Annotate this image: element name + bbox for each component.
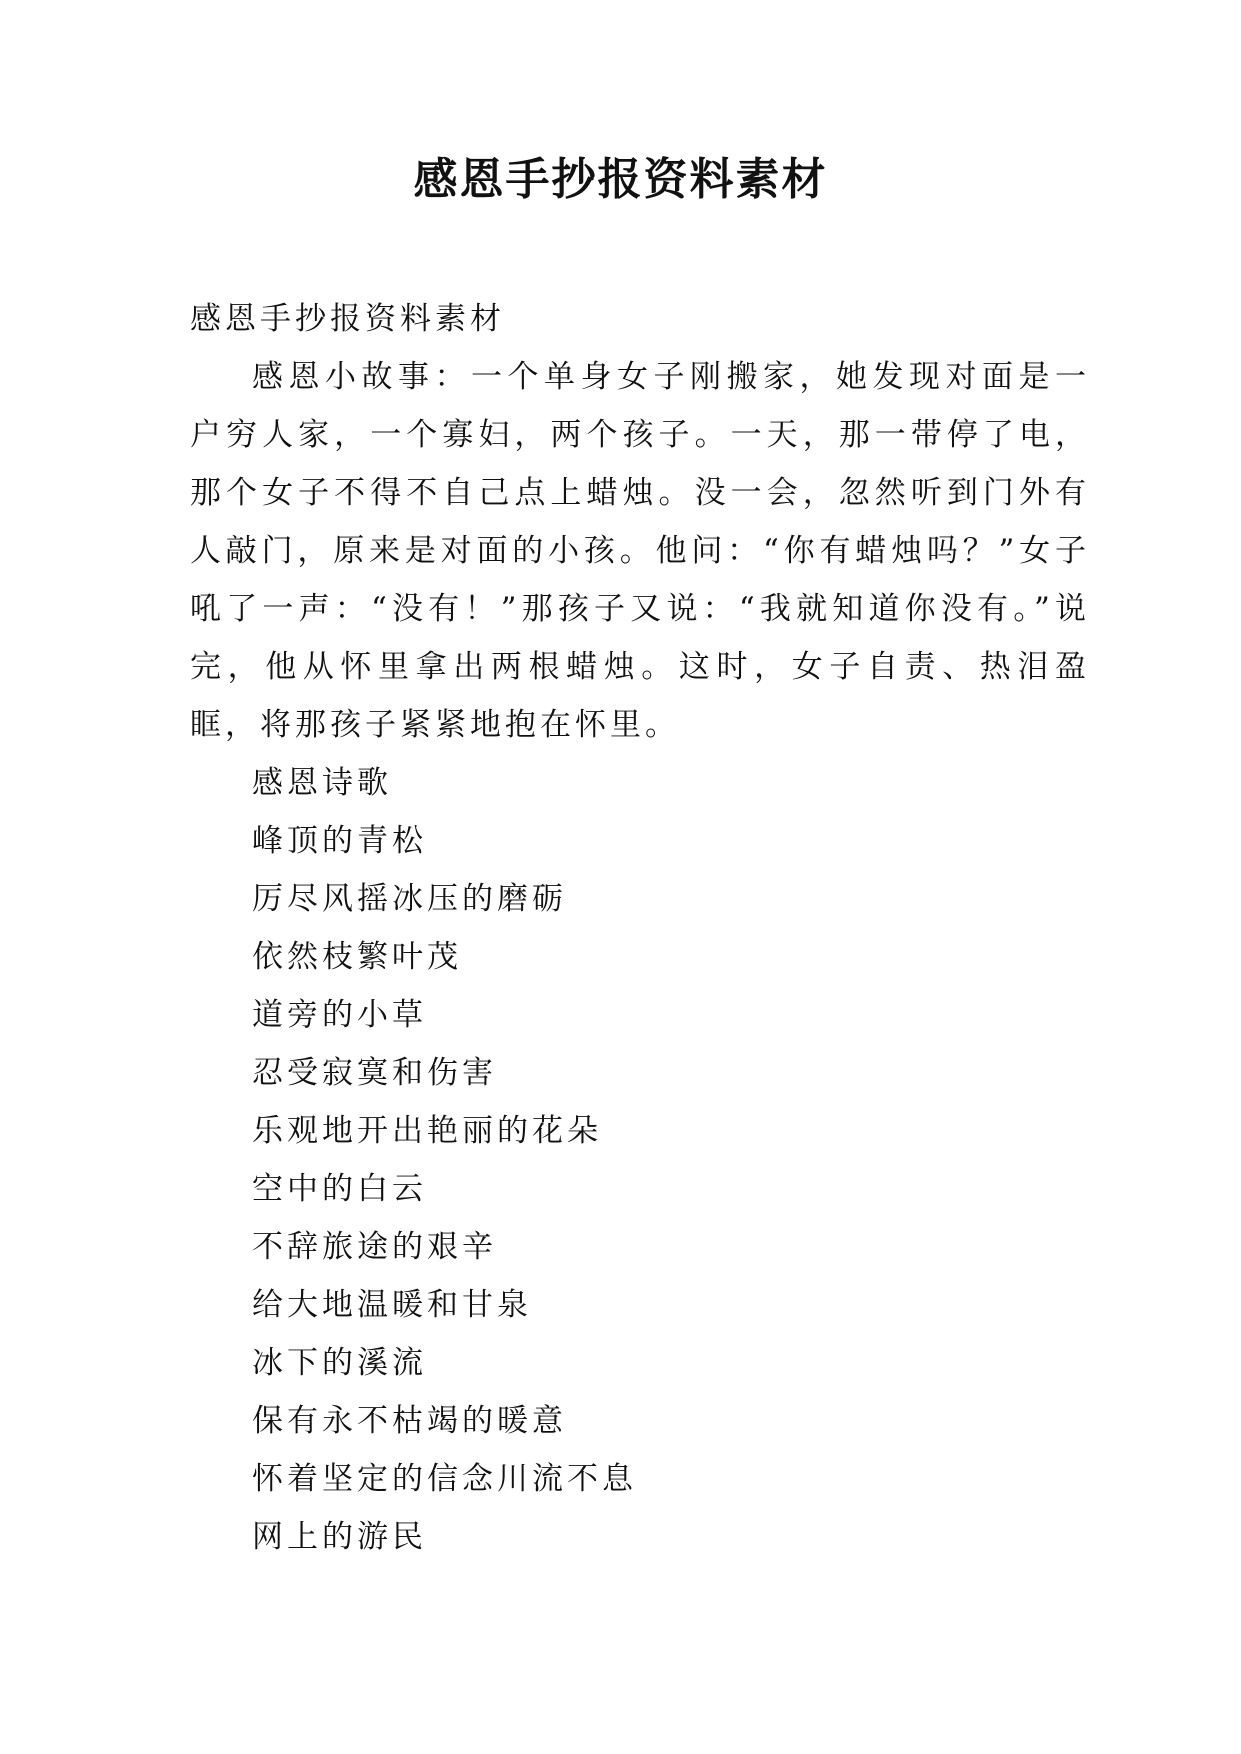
poem-line: 冰下的溪流 <box>252 1345 427 1381</box>
poem-line: 网上的游民 <box>252 1519 427 1555</box>
poem-line: 保有永不枯竭的暖意 <box>252 1403 567 1439</box>
poem-line: 给大地温暖和甘泉 <box>252 1287 532 1323</box>
poem-heading: 感恩诗歌 <box>252 765 392 801</box>
poem-line: 厉尽风摇冰压的磨砺 <box>252 881 567 917</box>
poem-line: 乐观地开出艳丽的花朵 <box>252 1113 602 1149</box>
poem-line: 道旁的小草 <box>252 997 427 1033</box>
poem-line: 空中的白云 <box>252 1171 427 1207</box>
poem-line: 峰顶的青松 <box>252 823 427 859</box>
poem-line: 忍受寂寞和伤害 <box>252 1055 497 1091</box>
document-body <box>190 290 1090 1566</box>
poem-line: 怀着坚定的信念川流不息 <box>252 1461 637 1497</box>
poem-line: 不辞旅途的艰辛 <box>252 1229 497 1265</box>
document-subtitle: 感恩手抄报资料素材 <box>190 301 505 337</box>
poem-line: 依然枝繁叶茂 <box>252 939 462 975</box>
story-paragraph: 感恩小故事：一个单身女子刚搬家，她发现对面是一户穷人家，一个寡妇，两个孩子。一天，那一带停了电，那个女子不得不自己点上蜡烛。没一会，忽然听到门外有人敲门，原来是对面的小孩。他问：“你有蜡烛吗？”女子吼了一声：“没有！”那孩子又说：“我就知道你没有。”说完，他从怀里拿出两根蜡烛。这时，女子自责、热泪盈眶，将那孩子紧紧地抱在怀里。 <box>190 359 1090 743</box>
document-title: 感恩手抄报资料素材 <box>413 154 828 205</box>
